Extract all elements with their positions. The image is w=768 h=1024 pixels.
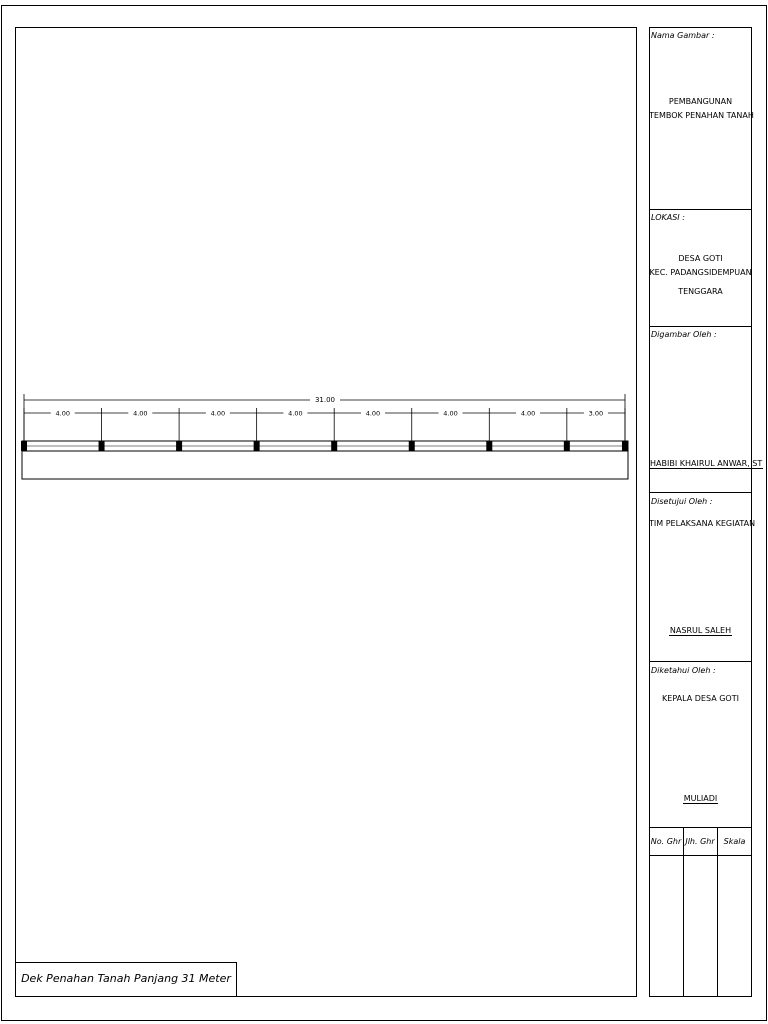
divider bbox=[649, 326, 752, 327]
divider bbox=[649, 209, 752, 210]
wall-post bbox=[99, 441, 105, 451]
divider bbox=[717, 827, 718, 997]
disetujui-org: TIM PELAKSANA KEGIATAN bbox=[649, 519, 756, 528]
digambar-name: HABIBI KHAIRUL ANWAR, ST bbox=[650, 459, 763, 468]
digambar-label: Digambar Oleh : bbox=[651, 330, 717, 339]
wall-post bbox=[254, 441, 260, 451]
diketahui-name: MULIADI bbox=[683, 794, 718, 803]
wall-post bbox=[331, 441, 337, 451]
segment-dimension-label: 4.00 bbox=[210, 409, 226, 418]
disetujui-label: Disetujui Oleh : bbox=[651, 497, 713, 506]
disetujui-name: NASRUL SALEH bbox=[669, 626, 732, 635]
lokasi-line2: KEC. PADANGSIDEMPUAN bbox=[649, 268, 752, 277]
wall-post bbox=[409, 441, 415, 451]
nama-gambar-label: Nama Gambar : bbox=[651, 31, 715, 40]
divider bbox=[649, 661, 752, 662]
diketahui-label: Diketahui Oleh : bbox=[651, 666, 716, 675]
lokasi-line1: DESA GOTI bbox=[678, 254, 723, 263]
lokasi-label: LOKASI : bbox=[651, 213, 685, 222]
segment-dimension-label: 4.00 bbox=[55, 409, 71, 418]
wall-post bbox=[622, 441, 628, 451]
wall-post bbox=[564, 441, 570, 451]
segment-dimension-label: 4.00 bbox=[443, 409, 458, 418]
segment-dimension-label: 3.00 bbox=[588, 409, 604, 418]
divider bbox=[683, 827, 684, 997]
wall-post bbox=[21, 441, 27, 451]
segment-dimension-label: 4.00 bbox=[133, 409, 148, 418]
segment-dimension-label: 4.00 bbox=[520, 409, 536, 418]
divider bbox=[649, 855, 752, 856]
col-no-gambar: No. Ghr bbox=[650, 837, 682, 846]
diketahui-org: KEPALA DESA GOTI bbox=[662, 694, 739, 703]
wall-post bbox=[176, 441, 182, 451]
col-skala: Skala bbox=[723, 837, 746, 846]
project-title-line1: PEMBANGUNAN bbox=[668, 97, 733, 106]
lokasi-line3: TENGGARA bbox=[678, 287, 723, 296]
segment-dimension-label: 4.00 bbox=[365, 409, 381, 418]
segment-dimension-label: 4.00 bbox=[288, 409, 303, 418]
wall-base bbox=[22, 451, 628, 479]
project-title-line2: TEMBOK PENAHAN TANAH bbox=[649, 111, 754, 120]
col-jumlah-gambar: Jlh. Ghr bbox=[685, 837, 715, 846]
divider bbox=[649, 492, 752, 493]
drawing-caption: Dek Penahan Tanah Panjang 31 Meter bbox=[21, 972, 231, 985]
total-length-dimension: 31.00 bbox=[314, 396, 336, 404]
wall-post bbox=[486, 441, 492, 451]
divider bbox=[649, 827, 752, 828]
